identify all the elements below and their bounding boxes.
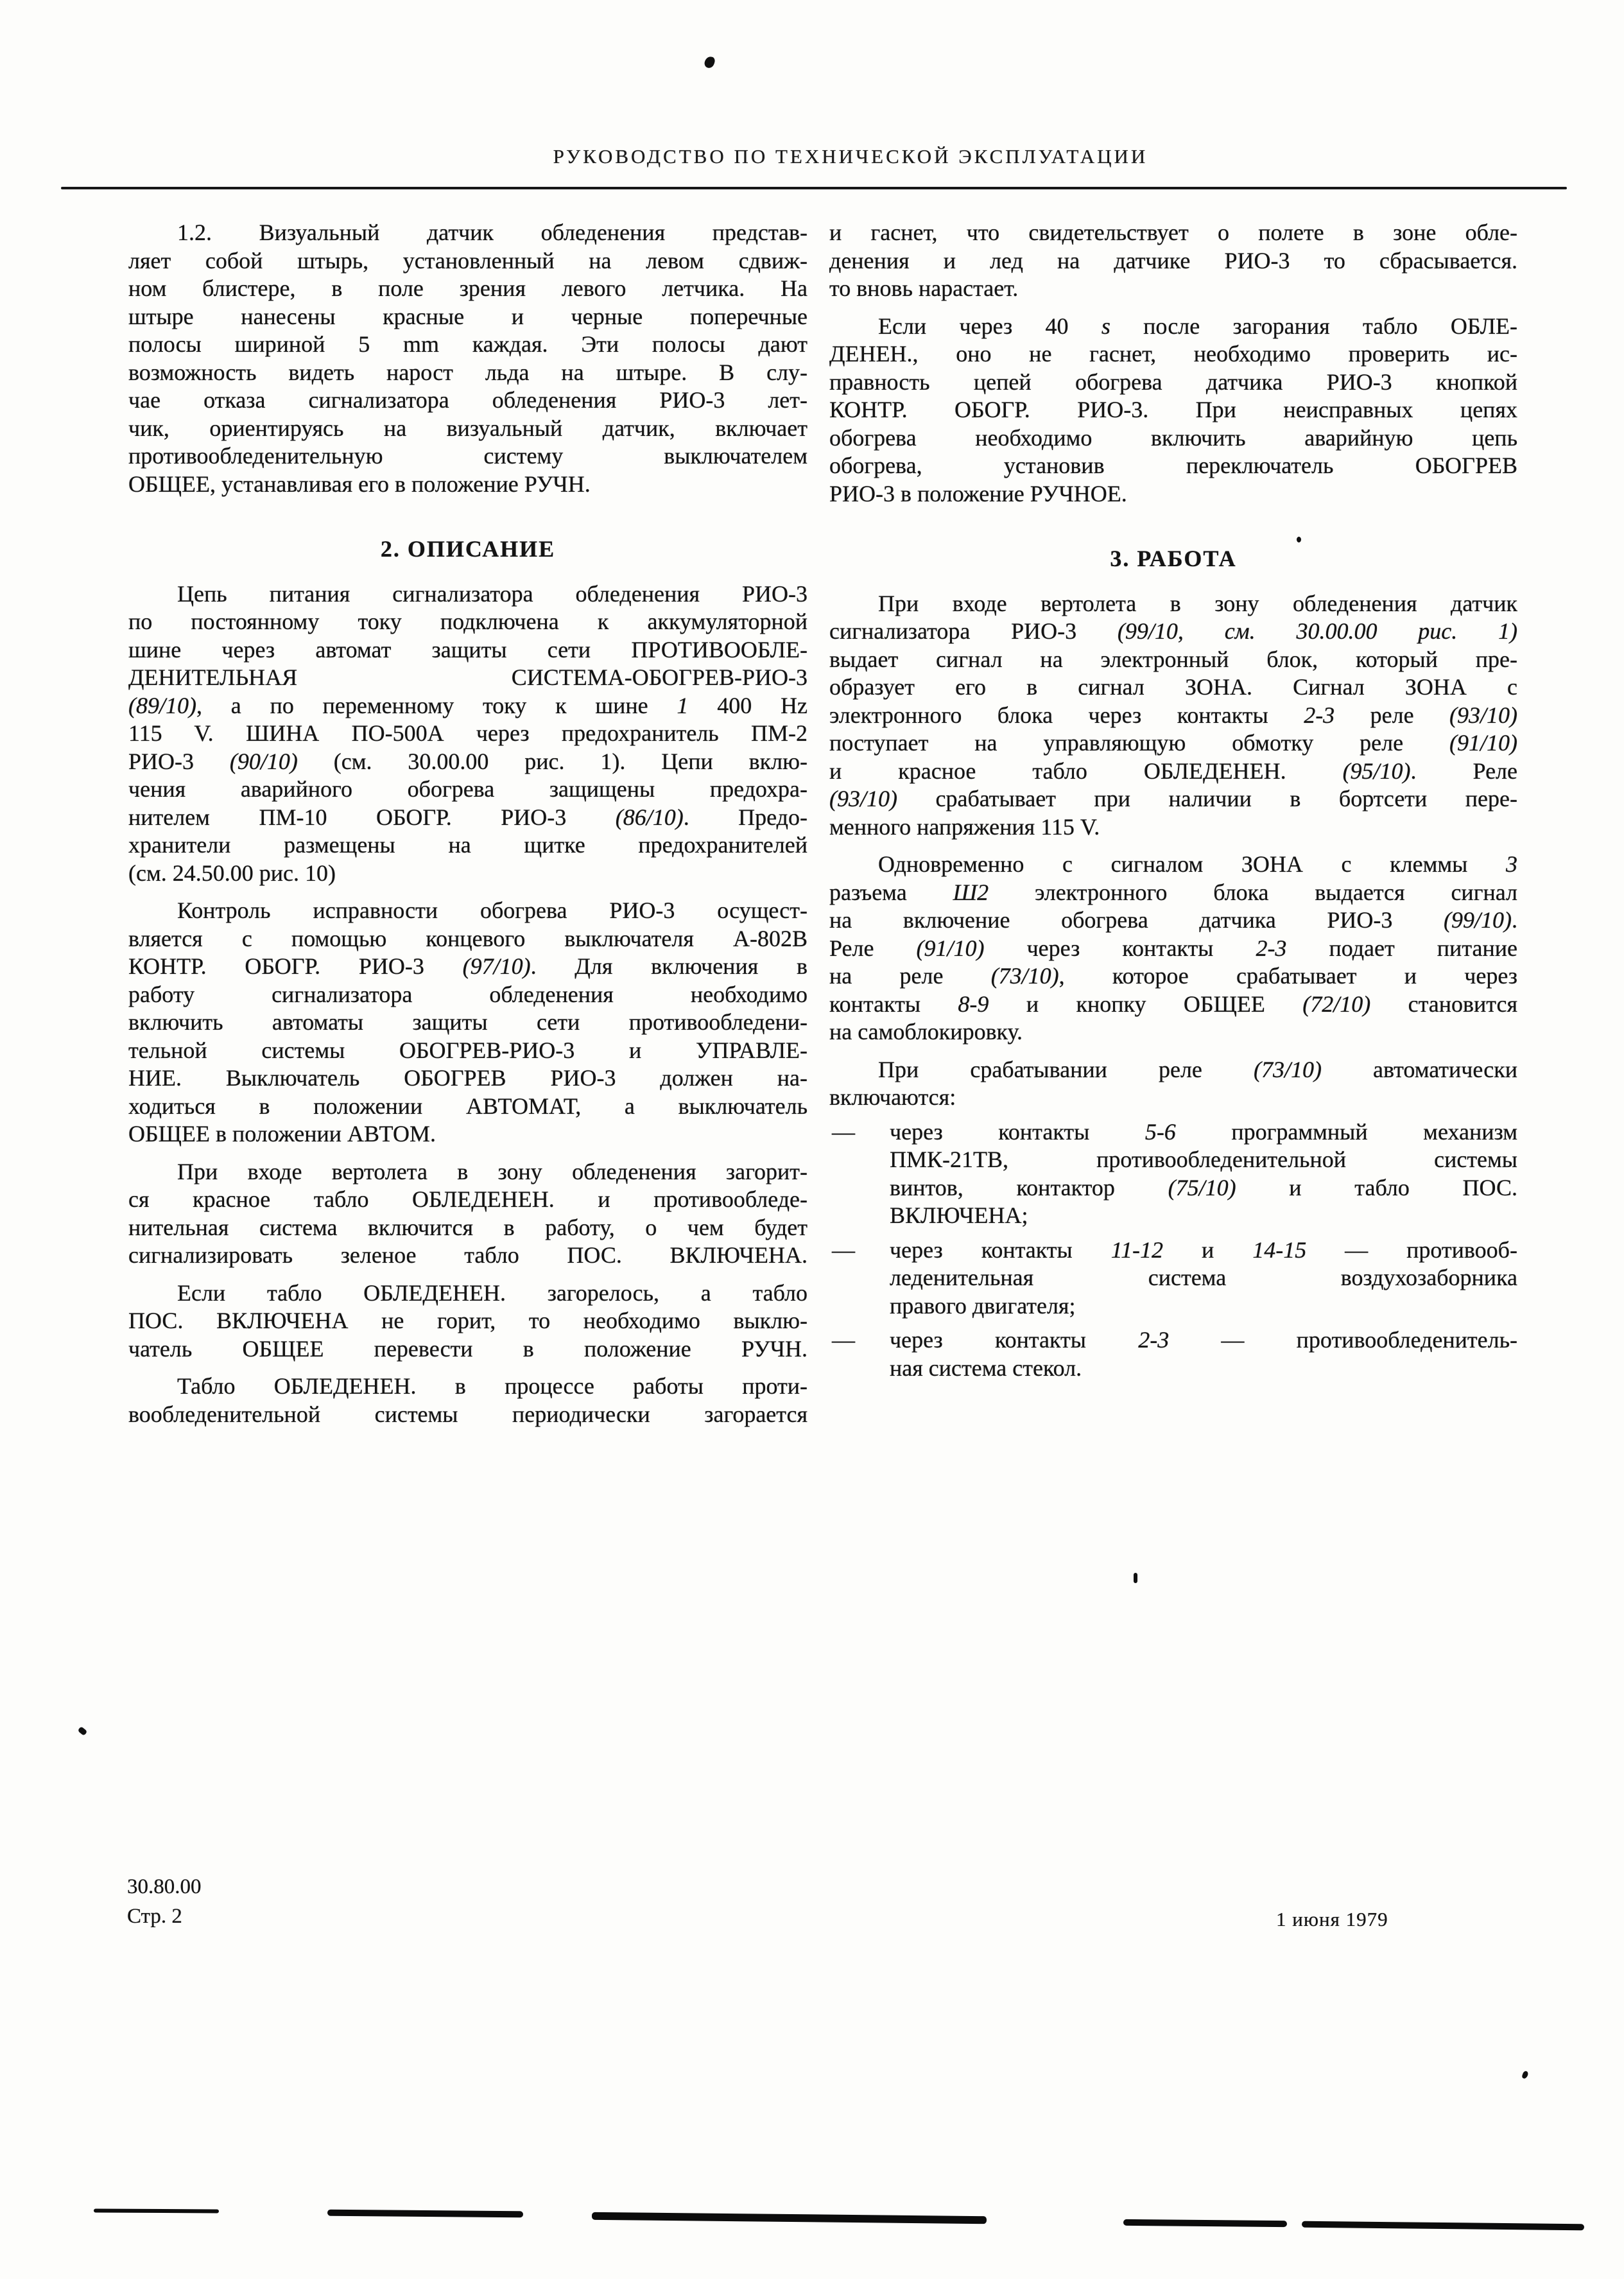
- text-line: ОБЩЕЕ, устанавливая его в положение РУЧН.: [128, 471, 591, 497]
- text-line: то вновь нарастает.: [829, 275, 1019, 301]
- section-heading: 2. ОПИСАНИЕ: [380, 536, 556, 562]
- bullet-dash-icon: —: [832, 1327, 855, 1353]
- text-line: ся красное табло ОБЛЕДЕНЕН. и противообледе-: [128, 1186, 808, 1212]
- text-line: обогрева необходимо включить аварийную цепь: [829, 424, 1517, 451]
- text-line: вообледенительной системы периодически загорается: [128, 1401, 808, 1427]
- paragraph: [829, 219, 1517, 303]
- text-line: сигнализировать зеленое табло ПОС. ВКЛЮЧЕНА.: [128, 1242, 808, 1268]
- text-line: РИО-3 в положение РУЧНОЕ.: [829, 480, 1127, 507]
- bullet-item: [829, 1118, 1517, 1230]
- text-line: КОНТР. ОБОГР. РИО-3. При неисправных цепях: [829, 397, 1517, 422]
- text-line: хранители размещены на щитке предохранителей: [128, 832, 808, 858]
- text-line: тельной системы ОБОГРЕВ-РИО-3 и УПРАВЛЕ-: [128, 1037, 808, 1063]
- text-line: штыре нанесены красные и черные поперечные: [128, 303, 808, 329]
- text-line: через контакты 5-6 программный механизм: [890, 1118, 1517, 1145]
- text-line: включаются:: [829, 1084, 956, 1110]
- text-line: Одновременно с сигналом ЗОНА с клеммы 3: [878, 851, 1517, 877]
- text-line: на самоблокировку.: [829, 1019, 1023, 1044]
- paragraph: [128, 1373, 808, 1428]
- paragraph: [829, 1056, 1517, 1112]
- paragraph: [128, 897, 808, 1148]
- ink-speck: [704, 55, 716, 69]
- text-line: ПМК-21ТВ, противообледенительной системы: [890, 1147, 1517, 1172]
- bullet-item: [829, 1326, 1517, 1382]
- left-column: [128, 219, 808, 1428]
- scan-artifact-line: [1302, 2221, 1584, 2231]
- text-line: чае отказа сигнализатора обледенения РИО-3 лет-: [128, 387, 808, 413]
- text-line: электронного блока через контакты 2-3 реле (93/10): [829, 702, 1517, 728]
- text-line: Цепь питания сигнализатора обледенения РИО-3: [177, 580, 808, 607]
- text-line: обогрева, установив переключатель ОБОГРЕВ: [829, 453, 1517, 478]
- paragraph: [829, 851, 1517, 1046]
- header-title: РУКОВОДСТВО ПО ТЕХНИЧЕСКОЙ ЭКСПЛУАТАЦИИ: [553, 145, 1148, 168]
- bullet-dash-icon: —: [832, 1236, 855, 1263]
- text-line: чик, ориентируясь на визуальный датчик, включает: [128, 415, 808, 441]
- text-line: винтов, контактор (75/10) и табло ПОС.: [890, 1174, 1518, 1200]
- text-line: 115 V. ШИНА ПО-500А через предохранитель ПМ-2: [128, 720, 808, 746]
- text-line: нительная система включится в работу, о чем будет: [128, 1214, 808, 1240]
- text-line: Реле (91/10) через контакты 2-3 подает питание: [829, 935, 1517, 961]
- text-line: по постоянному току подключена к аккумуляторной: [128, 609, 808, 634]
- ink-speck: [1521, 2070, 1529, 2079]
- footer-doc-number: 30.80.00: [127, 1875, 202, 1898]
- ink-speck: [78, 1726, 88, 1736]
- text-line: РИО-3 (90/10) (см. 30.00.00 рис. 1). Цепи вклю-: [128, 748, 808, 774]
- text-line: нителем ПМ-10 ОБОГР. РИО-3 (86/10). Предо-: [128, 804, 808, 830]
- text-line: чения аварийного обогрева защищены предохра-: [128, 776, 808, 802]
- header-rule: [61, 187, 1567, 189]
- text-line: и красное табло ОБЛЕДЕНЕН. (95/10). Реле: [829, 758, 1517, 784]
- text-line: работу сигнализатора обледенения необходимо: [128, 981, 808, 1007]
- text-line: (см. 24.50.00 рис. 10): [128, 860, 336, 886]
- text-line: выдает сигнал на электронный блок, который пре-: [829, 646, 1517, 672]
- bullet-item: [829, 1236, 1517, 1321]
- text-line: (89/10), а по переменному току к шине 1 400 Hz: [128, 692, 808, 718]
- text-line: Если через 40 s после загорания табло ОБЛЕ-: [878, 313, 1517, 339]
- text-line: Контроль исправности обогрева РИО-3 осущест-: [177, 897, 808, 923]
- text-line: леденительная система воздухозаборника: [890, 1265, 1517, 1290]
- paragraph: [128, 580, 808, 888]
- text-line: противообледенительную систему выключателем: [128, 443, 808, 469]
- footer-page-label: Стр. 2: [127, 1905, 182, 1928]
- text-line: шине через автомат защиты сети ПРОТИВООБЛЕ-: [128, 636, 808, 663]
- text-line: При срабатывании реле (73/10) автоматически: [878, 1056, 1517, 1082]
- text-line: ДЕНИТЕЛЬНАЯ СИСТЕМА-ОБОГРЕВ-РИО-3: [128, 664, 808, 690]
- text-line: ляет собой штырь, установленный на левом сдвиж-: [128, 247, 808, 273]
- text-line: ном блистере, в поле зрения левого летчика. На: [128, 275, 808, 301]
- paragraph: [829, 590, 1517, 842]
- text-line: денения и лед на датчике РИО-3 то сбрасывается.: [829, 247, 1517, 273]
- text-line: НИЕ. Выключатель ОБОГРЕВ РИО-3 должен на-: [128, 1065, 808, 1091]
- text-line: включить автоматы защиты сети противообледени-: [128, 1009, 808, 1035]
- scan-artifact-line: [592, 2212, 987, 2224]
- ink-speck: [1134, 1573, 1137, 1583]
- text-line: на включение обогрева датчика РИО-3 (99/10).: [829, 907, 1517, 933]
- text-line: ходиться в положении АВТОМАТ, а выключатель: [128, 1093, 808, 1119]
- text-line: разъема Ш2 электронного блока выдается сигнал: [829, 879, 1517, 905]
- text-line: Если табло ОБЛЕДЕНЕН. загорелось, а табло: [177, 1279, 808, 1306]
- bullet-dash-icon: —: [832, 1118, 855, 1145]
- paragraph: [829, 313, 1517, 508]
- text-line: поступает на управляющую обмотку реле (91/10): [829, 730, 1517, 756]
- paragraph: [128, 1158, 808, 1270]
- text-line: полосы шириной 5 mm каждая. Эти полосы дают: [128, 331, 808, 357]
- footer-block: [127, 1872, 202, 1931]
- text-line: контакты 8-9 и кнопку ОБЩЕЕ (72/10) становится: [829, 991, 1517, 1017]
- text-line: чатель ОБЩЕЕ перевести в положение РУЧН.: [128, 1335, 808, 1362]
- text-line: ПОС. ВКЛЮЧЕНА не горит, то необходимо выклю-: [128, 1308, 808, 1333]
- text-line: возможность видеть нарост льда на штыре. В слу-: [128, 359, 808, 385]
- text-line: через контакты 11-12 и 14-15 — противооб-: [890, 1236, 1517, 1263]
- text-line: и гаснет, что свидетельствует о полете в зоне обле-: [829, 220, 1517, 245]
- text-line: При входе вертолета в зону обледенения датчик: [878, 590, 1517, 616]
- text-line: Табло ОБЛЕДЕНЕН. в процессе работы проти-: [177, 1373, 808, 1399]
- text-line: вляется с помощью концевого выключателя А-802В: [128, 925, 808, 951]
- text-line: ВКЛЮЧЕНА;: [890, 1202, 1028, 1228]
- scan-artifact-line: [94, 2208, 219, 2213]
- text-line: образует его в сигнал ЗОНА. Сигнал ЗОНА с: [829, 674, 1517, 700]
- text-line: ОБЩЕЕ в положении АВТОМ.: [128, 1121, 436, 1147]
- text-line: (93/10) срабатывает при наличии в бортсети пере-: [829, 786, 1517, 811]
- text-line: правность цепей обогрева датчика РИО-3 кнопкой: [829, 368, 1517, 395]
- text-line: менного напряжения 115 V.: [829, 813, 1100, 840]
- paragraph: [128, 1279, 808, 1364]
- text-line: на реле (73/10), которое срабатывает и через: [829, 963, 1517, 989]
- text-line: правого двигателя;: [890, 1292, 1076, 1319]
- text-line: КОНТР. ОБОГР. РИО-3 (97/10). Для включения в: [128, 953, 808, 979]
- text-line: 1.2. Визуальный датчик обледенения представ-: [177, 220, 808, 245]
- text-line: ДЕНЕН., оно не гаснет, необходимо проверить ис-: [829, 341, 1517, 367]
- paragraph: [128, 219, 808, 498]
- text-line: сигнализатора РИО-3 (99/10, см. 30.00.00 рис. 1): [829, 618, 1517, 644]
- text-line: При входе вертолета в зону обледенения загорит-: [177, 1158, 808, 1184]
- right-column: [829, 219, 1517, 1382]
- section-heading: 3. РАБОТА: [1110, 546, 1237, 571]
- text-line: через контакты 2-3 — противообледенитель-: [890, 1327, 1517, 1353]
- scan-artifact-line: [327, 2210, 523, 2218]
- footer-date: 1 июня 1979: [1276, 1908, 1388, 1930]
- scan-artifact-line: [1123, 2219, 1287, 2227]
- text-line: ная система стекол.: [890, 1355, 1082, 1381]
